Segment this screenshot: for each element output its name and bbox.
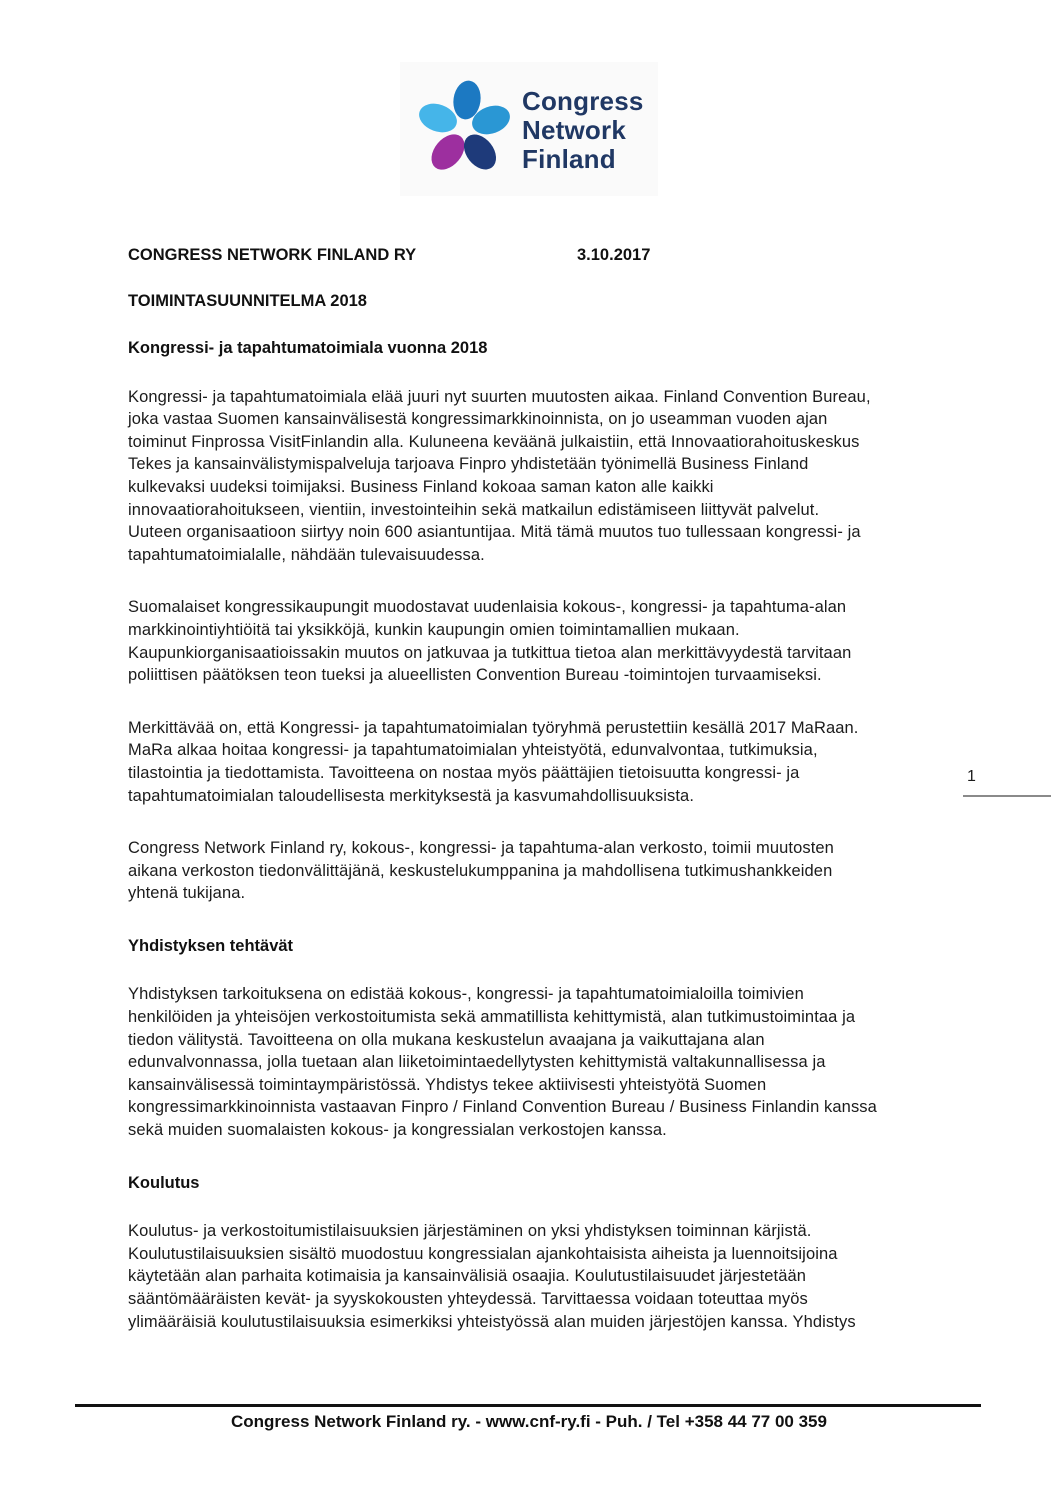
logo-wordmark [522,87,644,174]
section-heading: Koulutus [128,1173,200,1192]
petal-bottom-right [457,128,502,175]
text-line: yhtenä tukijana. [128,884,246,903]
text-line: Uuteen organisaatioon siirtyy noin 600 asiantuntijaa. Mitä tämä muutos tuo tullessaan kongressi- ja [128,523,861,542]
text-line: sääntömääräisten kevät- ja syyskokousten yhteydessä. Tarvittaessa voidaan toteuttaa myös [128,1290,808,1308]
logo-word-1: Congress [522,86,644,116]
text-line: kongressimarkkinoinnista vastaavan Finpro / Finland Convention Bureau / Business Finlandin kanssa [128,1098,877,1117]
text-line: sekä muiden suomalaisten kokous- ja kongressialan verkostojen kanssa. [128,1121,667,1140]
logo-word-3: Finland [522,144,616,174]
document-section [128,935,958,1142]
footer-contact-info: Congress Network Finland ry. - www.cnf-ry.fi - Puh. / Tel +358 44 77 00 359 [231,1412,827,1431]
petal-bottom-left [425,128,471,176]
logo [400,62,658,196]
paragraph [128,1220,958,1333]
paragraph [128,717,958,807]
page-number-rule [963,795,1051,797]
document-section [128,1172,958,1334]
text-line: tilastointia ja tiedottamista. Tavoitteena on nostaa myös päättäjien tietoisuutta kongressi- ja [128,763,800,782]
text-line: markkinointiyhtiöitä tai yksikköjä, kunkin kaupungin omien toimintamallien mukaan. [128,620,740,639]
text-line: edunvalvonnassa, jolla tuetaan alan liiketoimintaedellytysten kehittymistä valtakunnallisessa ja [128,1053,826,1072]
paragraph [128,837,958,905]
flower-logo-icon [406,68,522,190]
text-line: Merkittävää on, että Kongressi- ja tapahtumatoimialan työryhmä perustettiin kesällä 2017 MaRaan. [128,718,859,737]
text-line: kansainvälisessä toimintaympäristössä. Yhdistys tekee aktiivisesti yhteistyötä Suomen [128,1075,767,1094]
text-line: tapahtumatoimialalle, nähdään tulevaisuudessa. [128,545,485,564]
text-line: Tekes ja kansainvälistymispalveluja tarjoava Finpro yhdistetään työnimellä Business Finland [128,455,809,474]
text-line: ylimääräisiä koulutustilaisuuksia esimerkiksi yhteistyössä alan muiden järjestöjen kanssa. Yhdistys [128,1312,856,1331]
text-line: Koulutus- ja verkostoitumistilaisuuksien järjestäminen on yksi yhdistyksen toiminnan kärjistä. [128,1222,812,1241]
text-line: käytetään alan parhaita kotimaisia ja kansainvälisiä osaajia. Koulutustilaisuudet järjestetään [128,1267,807,1286]
text-line: Koulutustilaisuuksien sisältö muodostuu kongressialan ajankohtaisista aiheista ja luennoitsijoina [128,1244,838,1263]
text-line: poliittisen päätöksen teon tueksi ja alueellisten Convention Bureau -toimintojen turvaamiseksi. [128,666,822,685]
footer-divider [75,1404,981,1407]
text-line: Yhdistyksen tarkoituksena on edistää kokous-, kongressi- ja tapahtumatoimialoilla toimivien [128,985,804,1004]
document-title: TOIMINTASUUNNITELMA 2018 [128,292,367,310]
text-line: Kongressi- ja tapahtumatoimiala elää juuri nyt suurten muutosten aikaa. Finland Convention Bureau, [128,387,871,406]
text-line: innovaatiorahoitukseen, vientiin, investointeihin sekä matkailun edistämiseen liittyvät palvelut. [128,500,820,519]
paragraph [128,983,958,1141]
section-heading: Yhdistyksen tehtävät [128,936,294,955]
text-line: Kaupunkiorganisaatioissakin muutos on jatkuvaa ja tutkittua tietoa alan merkittävyydestä tarvitaan [128,643,852,662]
text-line: aikana verkoston tiedonvälittäjänä, keskustelukumppanina ja mahdollisena tutkimushankkeiden [128,861,833,880]
logo-word-2: Network [522,115,626,145]
text-line: tapahtumatoimialan taloudellisesta merkityksestä ja kasvumahdollisuuksista. [128,786,695,805]
text-line: toiminut Finprossa VisitFinlandin alla. Kuluneena keväänä julkaistiin, että Innovaatiorahoituskeskus [128,432,860,451]
text-line: tiedon välitystä. Tavoitteena on olla mukana keskustelun avaajana ja vaikuttajana alan [128,1030,765,1049]
paragraph [128,596,958,686]
document-header [128,244,958,267]
document-body [128,337,958,1363]
text-line: Congress Network Finland ry, kokous-, kongressi- ja tapahtuma-alan verkosto, toimii muutosten [128,839,834,858]
text-line: joka vastaa Suomen kansainvälisestä kongressimarkkinoinnista, on jo useamman vuoden ajan [128,410,828,429]
text-line: kulkevaksi uudeksi toimijaksi. Business Finland kokoaa saman katon alle kaikki [128,477,714,496]
section-heading: Kongressi- ja tapahtumatoimiala vuonna 2018 [128,339,488,357]
document-date: 3.10.2017 [577,246,651,264]
document-section [128,337,958,905]
text-line: MaRa alkaa hoitaa kongressi- ja tapahtumatoimialan yhteistyötä, edunvalvontaa, tutkimuksia, [128,741,818,760]
organization-name: CONGRESS NETWORK FINLAND RY [128,246,417,264]
text-line: Suomalaiset kongressikaupungit muodostavat uudenlaisia kokous-, kongressi- ja tapahtuma-alan [128,598,847,617]
paragraph [128,386,958,567]
text-line: henkilöiden ja yhteisöjen verkostoitumista sekä ammatillista kehittymistä, alan tutkimustoimintaa ja [128,1008,856,1027]
page-number: 1 [967,768,976,785]
